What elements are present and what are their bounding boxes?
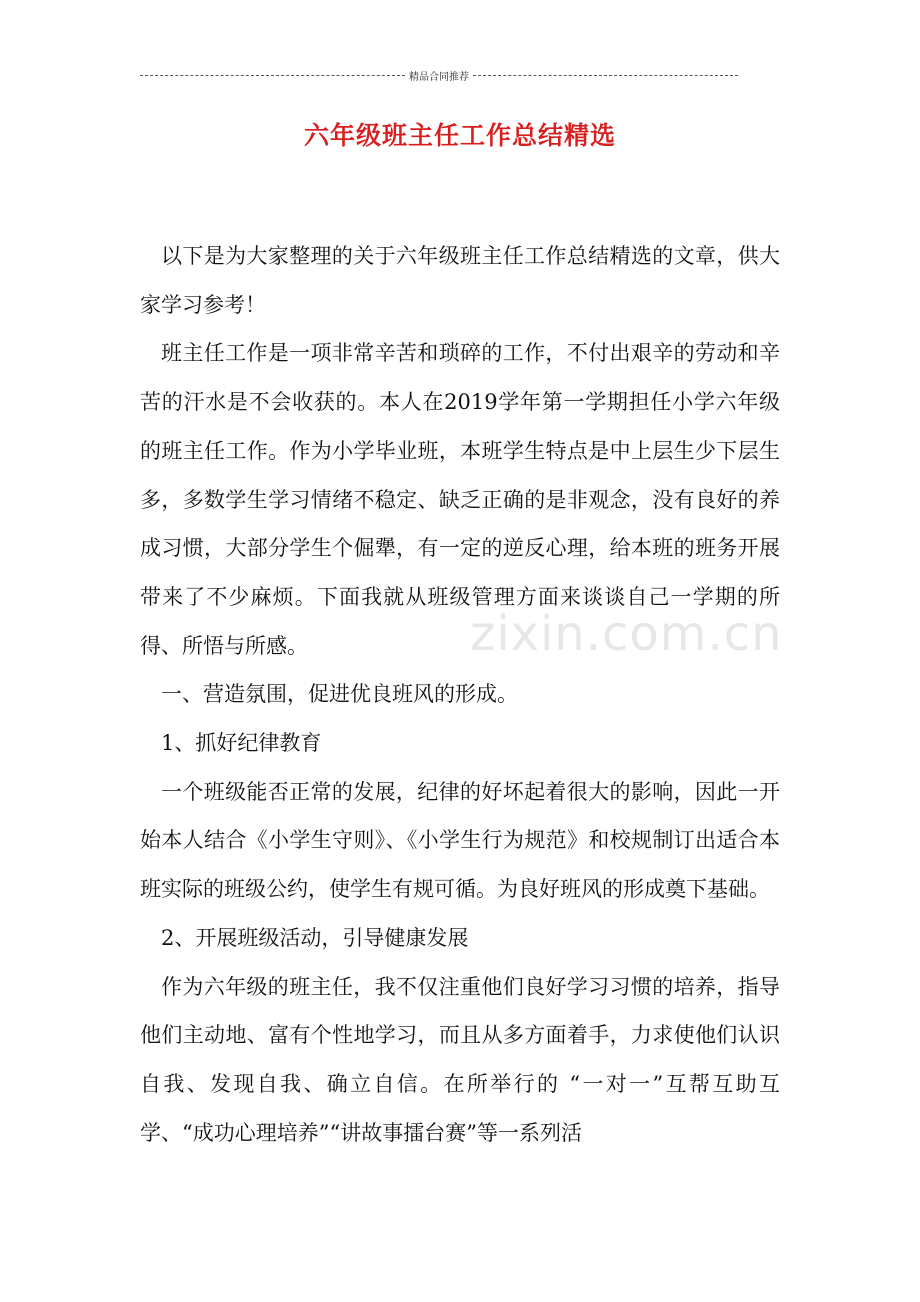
paragraph-discipline: 一个班级能否正常的发展，纪律的好坏起着很大的影响，因此一开始本人结合《小学生守则》、《小学生行为规范》和校规制订出适合本班实际的班级公约，使学生有规可循。为良好班风的形成奠下基础。 xyxy=(140,779,780,902)
paragraph-overview: 班主任工作是一项非常辛苦和琐碎的工作，不付出艰辛的劳动和辛苦的汗水是不会收获的。本人在2019学年第一学期担任小学六年级的班主任工作。作为小学毕业班，本班学生特点是中上层生少下层生多，多数学生学习情绪不稳定、缺乏正确的是非观念，没有良好的养成习惯，大部分学生个倔犟，有一定的逆反心理，给本班的班务开展带来了不少麻烦。下面我就从班级管理方面来谈谈自己一学期的所得、所悟与所感。 xyxy=(140,341,780,658)
paragraph-intro: 以下是为大家整理的关于六年级班主任工作总结精选的文章，供大家学习参考！ xyxy=(140,244,780,317)
paragraph-activities: 作为六年级的班主任，我不仅注重他们良好学习习惯的培养，指导他们主动地、富有个性地学习，而且从多方面着手，力求使他们认识自我、发现自我、确立自信。在所举行的 “一对一”互帮互助互学、“成功心理培养”“讲故事擂台赛”等一系列活 xyxy=(140,974,780,1145)
section-heading-1: 一、营造氛围，促进优良班风的形成。 xyxy=(161,682,518,707)
subsection-heading-1: 1、抓好纪律教育 xyxy=(161,731,322,756)
header-dashes-right xyxy=(473,75,738,76)
subsection-heading-2: 2、开展班级活动，引导健康发展 xyxy=(161,925,469,950)
header-label: 精品合同推荐 xyxy=(409,71,469,83)
page-header xyxy=(140,68,738,82)
document-title: 六年级班主任工作总结精选 xyxy=(303,121,616,150)
document-body xyxy=(140,232,780,1157)
header-dashes-left xyxy=(140,75,405,76)
watermark: zixin.com.cn xyxy=(470,606,783,662)
